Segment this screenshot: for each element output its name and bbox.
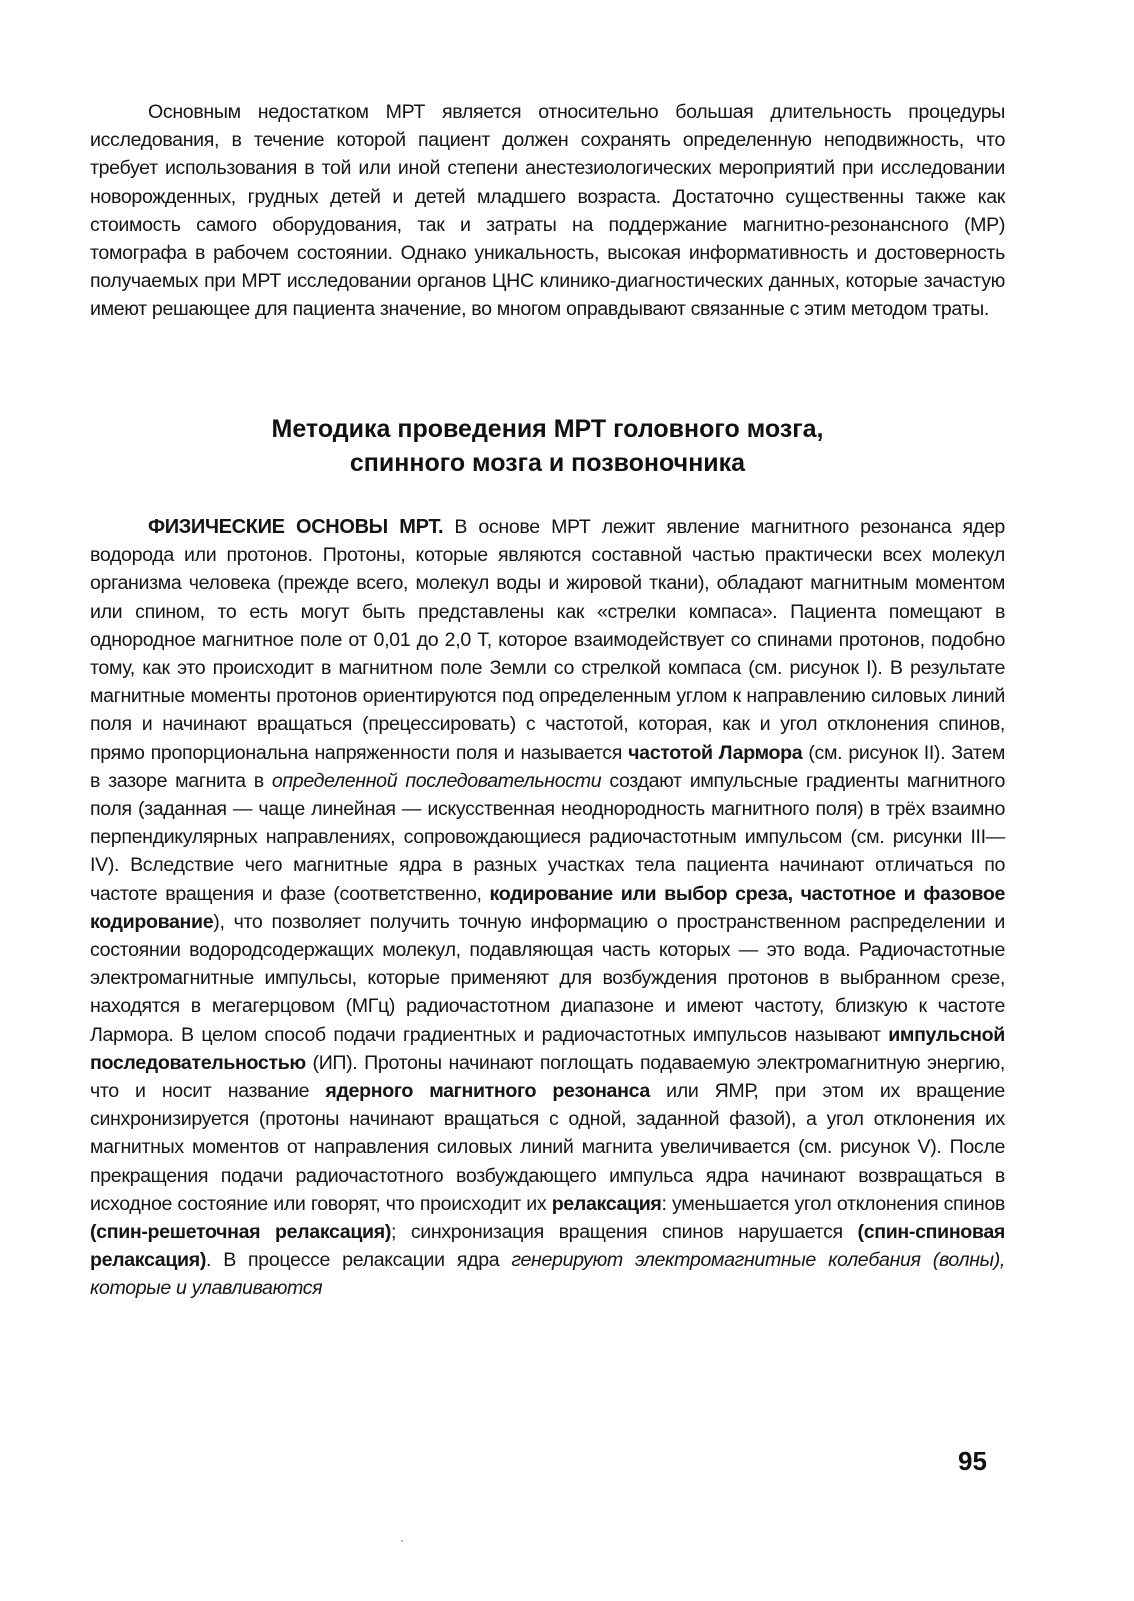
term-slice-encoding: кодирование или выбор среза, частотное и фазовое кодирование bbox=[90, 882, 1005, 933]
text-run: ), что позволяет получить точную информацию о пространственном распределении и состоянии водородсодержащих молекул, подавляющая часть которых — это вода. Радиочастотные электромагнитные импульсы, которые применяют для возбуждения протонов в выбранном срезе, находятся в мегагерцовом (МГц) радиочастотном диапазоне и имеют частоту, близкую к частоте Лармора. В целом способ подачи градиентных и радиочастотных импульсов называют bbox=[90, 910, 1005, 1046]
term-spin-lattice: (спин-решеточная релаксация) bbox=[90, 1221, 391, 1244]
text-run: : уменьшается угол отклонения спинов bbox=[661, 1192, 1005, 1215]
text-run: ; синхронизация вращения спинов нарушается bbox=[391, 1221, 858, 1244]
term-spin-spin: (спин-спиновая релаксация) bbox=[90, 1221, 1005, 1272]
page-number: 95 bbox=[958, 1446, 987, 1476]
text-run: создают импульсные градиенты магнитного поля (заданная — чаще линейная — искусственная неоднородность магнитного поля) в трёх взаимно перпендикулярных направлениях, сопровождающиеся радиочастотным импульсом (см. рисунки III—IV). Вследствие чего магнитные ядра в разных участках тела пациента начинают отличаться по частоте вращения и фазе (соответственно, bbox=[90, 769, 1005, 905]
term-larmor-frequency: частотой Лармора bbox=[628, 741, 803, 764]
paragraph-lead: ФИЗИЧЕСКИЕ ОСНОВЫ МРТ. bbox=[148, 516, 444, 538]
term-nmr: ядерного магнитного резонанса bbox=[325, 1080, 650, 1103]
section-heading-line-2: спинного мозга и позвоночника bbox=[349, 449, 746, 477]
section-heading bbox=[90, 412, 1005, 480]
text-run: В основе МРТ лежит явление магнитного резонанса ядер водорода или протонов. Протоны, которые являются составной частью практически всех молекул организма человека (прежде всего, молекул воды и жировой ткани), обладают магнитным моментом или спином, то есть могут быть представлены как «стрелки компаса». Пациента помещают в однородное магнитное поле от 0,01 до 2,0 Т, которое взаимодействует со спинами протонов, подобно тому, как это происходит в магнитном поле Земли со стрелкой компаса (см. рисунок I). В результате магнитные моменты протонов ориентируются под определенным углом к направлению силовых линий поля и начинают вращаться (прецессировать) с частотой, которая, как и угол отклонения спинов, прямо пропорциональна напряженности поля и называется bbox=[90, 516, 1005, 764]
text-run: (ИП). Протоны начинают поглощать подаваемую электромагнитную энергию, что и носит название bbox=[90, 1051, 1005, 1103]
section-heading-line-1: Методика проведения МРТ головного мозга, bbox=[271, 415, 824, 443]
term-relaxation: релаксация bbox=[551, 1192, 662, 1215]
physics-paragraph bbox=[90, 513, 1005, 1303]
intro-paragraph: Основным недостатком МРТ является относительно большая длительность процедуры исследования, в течение которой пациент должен сохранять определенную неподвижность, что требует использования в той или иной степени анестезиологических мероприятий при исследовании новорожденных, грудных детей и детей младшего возраста. Достаточно существенны также как стоимость самого оборудования, так и затраты на поддержание магнитно-резонансного (МР) томографа в рабочем состоянии. Однако уникальность, высокая информативность и достоверность получаемых при МРТ исследовании органов ЦНС клинико-диагностических данных, которые зачастую имеют решающее для пациента значение, во многом оправдывают связанные с этим методом траты. bbox=[90, 101, 1005, 321]
text-run: . В процессе релаксации ядра bbox=[206, 1249, 512, 1272]
term-pulse-sequence: импульсной последовательностью bbox=[90, 1023, 1005, 1074]
emphasis-closing: генерируют электромагнитные колебания (волны), которые и улавливаются bbox=[90, 1249, 1005, 1300]
text-run: (см. рисунок II). Затем в зазоре магнита в bbox=[90, 741, 1005, 792]
text-run: или ЯМР, при этом их вращение синхронизируется (протоны начинают вращаться с одной, заданной фазой), а угол отклонения их магнитных моментов от направления силовых линий магнита увеличивается (см. рисунок V). После прекращения подачи радиочастотного возбуждающего импульса ядра начинают возвращаться в исходное состояние или говорят, что происходит их bbox=[90, 1080, 1005, 1215]
scan-speck: · bbox=[400, 1533, 404, 1547]
emphasis-sequence: определенной последовательности bbox=[271, 769, 602, 792]
